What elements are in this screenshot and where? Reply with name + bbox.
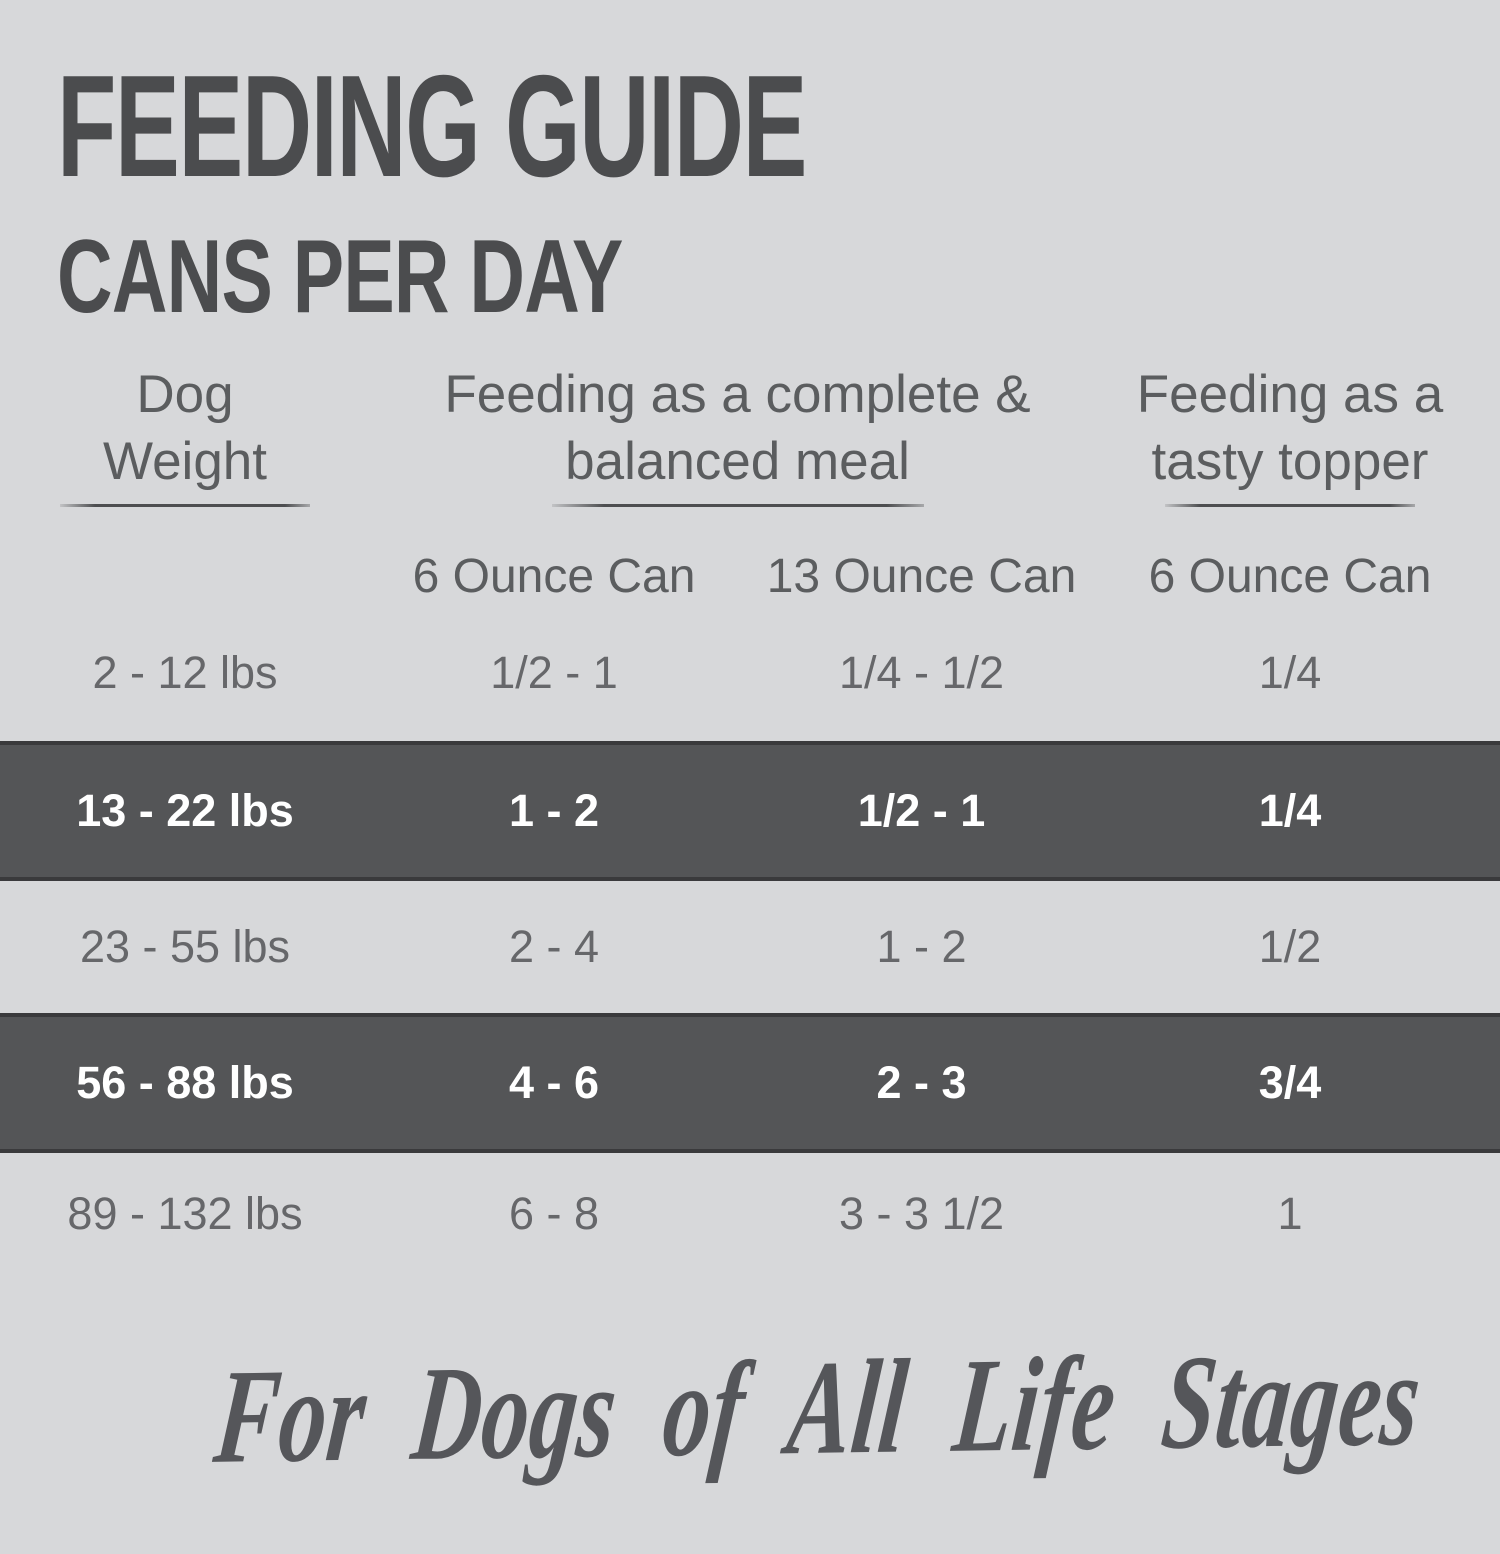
header-line: tasty topper <box>1151 432 1429 491</box>
feeding-guide-table <box>0 361 1500 1303</box>
column-group-header-dog-weight <box>0 361 370 507</box>
cell-13oz-meal: 1/4 - 1/2 <box>838 646 1005 698</box>
table-row-highlighted <box>0 1013 1500 1153</box>
table-row <box>0 618 1500 741</box>
page-title: FEEDING GUIDE <box>57 45 807 207</box>
cell-dog-weight: 13 - 22 lbs <box>76 785 294 836</box>
header-line: Feeding as a complete & <box>444 365 1031 424</box>
cell-dog-weight: 89 - 132 lbs <box>67 1188 303 1239</box>
cell-13oz-meal: 3 - 3 1/2 <box>838 1188 1005 1239</box>
header-line: Weight <box>103 432 267 491</box>
subheader-13oz-can-meal: 13 Ounce Can <box>766 550 1077 603</box>
cell-6oz-meal: 6 - 8 <box>508 1188 600 1239</box>
cell-dog-weight: 56 - 88 lbs <box>76 1057 294 1108</box>
header-underline <box>60 504 310 507</box>
table-header-row <box>0 361 1500 507</box>
cell-13oz-meal: 2 - 3 <box>876 1057 967 1108</box>
cell-6oz-meal: 2 - 4 <box>508 921 600 972</box>
header-underline <box>552 504 924 507</box>
column-group-header-tasty-topper <box>1105 361 1500 507</box>
cell-6oz-meal: 1/2 - 1 <box>490 646 618 698</box>
table-row <box>0 1153 1500 1303</box>
cell-6oz-topper: 3/4 <box>1258 1057 1322 1108</box>
cell-6oz-topper: 1 <box>1277 1188 1303 1239</box>
cell-6oz-topper: 1/4 <box>1258 646 1322 698</box>
subheader-6oz-can-meal: 6 Ounce Can <box>412 550 696 603</box>
cell-6oz-meal: 1 - 2 <box>508 785 600 836</box>
cell-6oz-topper: 1/2 <box>1258 921 1322 972</box>
cell-13oz-meal: 1/2 - 1 <box>857 785 986 836</box>
table-row <box>0 881 1500 1013</box>
subheader-6oz-can-topper: 6 Ounce Can <box>1148 550 1432 603</box>
table-row-highlighted <box>0 741 1500 881</box>
cell-6oz-topper: 1/4 <box>1258 785 1322 836</box>
header-underline <box>1165 504 1415 507</box>
feeding-guide-infographic <box>0 45 1500 1554</box>
table-subheader-row <box>0 507 1500 618</box>
header-line: Dog <box>136 365 234 424</box>
cell-dog-weight: 23 - 55 lbs <box>79 921 291 972</box>
column-group-header-complete-meal <box>370 361 1105 507</box>
header-line: balanced meal <box>565 432 910 491</box>
header-line: Feeding as a <box>1136 365 1444 424</box>
cell-13oz-meal: 1 - 2 <box>876 921 967 972</box>
page-subtitle: CANS PER DAY <box>57 219 623 335</box>
cell-dog-weight: 2 - 12 lbs <box>92 646 278 698</box>
cell-6oz-meal: 4 - 6 <box>508 1057 600 1108</box>
tagline-all-life-stages: For Dogs of All Life Stages <box>209 1324 1428 1492</box>
